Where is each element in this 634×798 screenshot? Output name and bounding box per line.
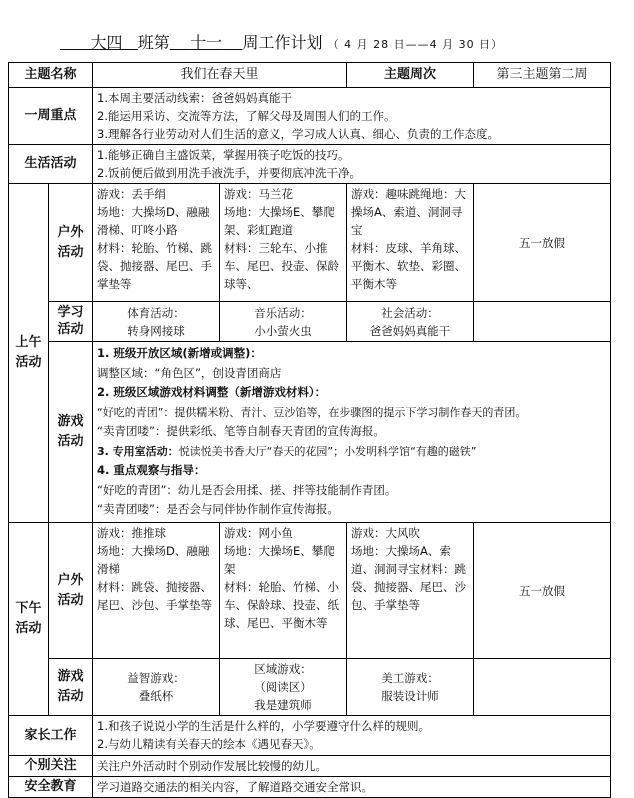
afternoon-outdoor-col2 xyxy=(220,523,347,659)
weekly-focus-label: 一周重点 xyxy=(9,88,93,145)
theme-value: 我们在春天里 xyxy=(93,63,347,88)
afternoon-game-label: 游戏活动 xyxy=(49,659,93,716)
game-line-rest: 悦读悦美书香大厅“春天的花园”；小发明科学馆“有趣的磁铁” xyxy=(178,444,477,458)
activity-line: 材料：三轮车、小推车、尾巴、投壶、保龄球等、 xyxy=(224,241,340,291)
study-kind: 音乐活动： xyxy=(254,305,312,320)
morning-outdoor-col3 xyxy=(347,184,474,302)
weekly-focus-item: 3.理解各行业劳动对人们生活的意义，学习成人认真、细心、负责的工作态度。 xyxy=(97,127,499,141)
game-name: 服装设计师 xyxy=(381,689,439,703)
morning-holiday: 五一放假 xyxy=(474,184,611,302)
activity-line: 材料：轮胎、竹梯、小车、保龄球、投壶、纸球、尾巴、平衡木等 xyxy=(224,580,340,630)
study-item-music xyxy=(220,302,347,342)
week-number: 十一 xyxy=(190,33,223,52)
game-line: 4. 重点观察与指导： xyxy=(97,463,206,477)
afternoon-game-area xyxy=(220,659,347,716)
activity-line: 材料：轮胎、竹梯、跳袋、抛接器、尾巴、手掌垫等 xyxy=(97,241,213,291)
weekly-focus-item: 2.能运用采访、交流等方法，了解父母及周围人们的工作。 xyxy=(97,109,396,123)
game-line: 1. 班级开放区域(新增或调整)： xyxy=(97,346,262,360)
game-kind: 区域游戏： xyxy=(254,662,312,676)
game-line: “好吃的青团”：幼儿是否会用揉、搓、拌等技能制作青团。 xyxy=(97,482,397,497)
morning-label: 上午活动 xyxy=(9,184,49,523)
class-word: 班第 xyxy=(137,33,170,52)
study-empty xyxy=(474,302,611,342)
parents-item: 2.与幼儿精读有关春天的绘本《遇见春天》。 xyxy=(97,737,321,751)
morning-game-content xyxy=(93,342,611,523)
afternoon-outdoor-col3 xyxy=(347,523,474,659)
week-word: 周工作计划 xyxy=(242,33,323,52)
afternoon-outdoor-label: 户外活动 xyxy=(49,523,93,659)
week-value: 第三主题第二周 xyxy=(474,63,611,88)
activity-line: 场地：大操场D、融融滑梯 xyxy=(97,544,210,576)
individual-label: 个别关注 xyxy=(9,756,93,777)
study-name: 转身网接球 xyxy=(127,323,185,338)
morning-outdoor-label: 户外活动 xyxy=(49,184,93,302)
study-kind: 体育活动： xyxy=(127,305,185,320)
game-sub: （阅读区） xyxy=(254,680,312,694)
activity-line: 场地：大操场A、索道、洞洞寻宝材料：跳袋、抛接器、尾巴、沙包、手掌垫等 xyxy=(351,544,467,612)
activity-line: 游戏：网小鱼 xyxy=(224,526,294,540)
activity-line: 游戏：趣味跳绳地：大操场A、索道、洞洞寻宝 xyxy=(351,187,467,237)
activity-line: 游戏：推推球 xyxy=(97,526,167,540)
life-item: 2.饭前便后做到用洗手液洗手，并要彻底冲洗干净。 xyxy=(97,166,361,180)
morning-study-label: 学习活动 xyxy=(49,302,93,342)
class-name: 大四 xyxy=(90,33,123,52)
activity-line: 游戏：大风吹 xyxy=(351,526,421,540)
afternoon-game-puzzle xyxy=(93,659,220,716)
game-line-head: 3. 专用室活动： xyxy=(97,444,179,458)
study-name: 小小萤火虫 xyxy=(254,323,312,338)
parents-item: 1.和孩子说说小学的生活是什么样的，小学要遵守什么样的规则。 xyxy=(97,719,430,733)
study-name: 爸爸妈妈真能干 xyxy=(369,323,451,338)
activity-line: 场地：大操场E、攀爬架、彩虹跑道 xyxy=(224,205,335,237)
weekly-focus-content xyxy=(93,88,611,145)
activity-line: 材料：跳袋、抛接器、尾巴、沙包、手掌垫等 xyxy=(97,580,213,612)
afternoon-game-art xyxy=(347,659,474,716)
safety-label: 安全教育 xyxy=(9,777,93,798)
life-content xyxy=(93,145,611,184)
game-kind: 益智游戏： xyxy=(127,671,185,685)
game-name: 叠纸杯 xyxy=(138,689,174,703)
study-item-social xyxy=(347,302,474,342)
theme-label: 主题名称 xyxy=(9,63,93,88)
activity-line: 游戏：丢手绢 xyxy=(97,187,167,201)
week-label: 主题周次 xyxy=(347,63,474,88)
weekly-focus-item: 1.本周主要活动线索：爸爸妈妈真能干 xyxy=(97,91,292,105)
game-name: 我是建筑师 xyxy=(254,698,312,712)
game-kind: 美工游戏： xyxy=(381,671,439,685)
safety-content: 学习道路交通法的相关内容，了解道路交通安全常识。 xyxy=(93,777,611,798)
game-line: “好吃的青团”：提供糯米粉、青汁、豆沙馅等，在步骤图的提示下学习制作春天的青团。 xyxy=(97,405,527,419)
activity-line: 场地：大操场E、攀爬架 xyxy=(224,544,335,576)
afternoon-label: 下午活动 xyxy=(9,523,49,716)
game-line: 2. 班级区域游戏材料调整（新增游戏材料）： xyxy=(97,385,327,399)
study-item-pe xyxy=(93,302,220,342)
individual-content: 关注户外活动时个别动作发展比较慢的幼儿。 xyxy=(93,756,611,777)
afternoon-outdoor-col1 xyxy=(93,523,220,659)
life-label: 生活活动 xyxy=(9,145,93,184)
date-range: （ 4 月 28 日——4 月 30 日） xyxy=(327,38,504,51)
morning-outdoor-col1 xyxy=(93,184,220,302)
morning-outdoor-col2 xyxy=(220,184,347,302)
weekly-plan-table xyxy=(8,62,611,798)
afternoon-game-empty xyxy=(474,659,611,716)
study-kind: 社会活动： xyxy=(381,305,439,320)
afternoon-holiday: 五一放假 xyxy=(474,523,611,659)
activity-line: 材料：皮球、羊角球、平衡木、软垫、彩圈、平衡木等 xyxy=(351,241,467,291)
game-line: “卖青团喽”：提供彩纸、笔等自制春天青团的宣传海报。 xyxy=(97,424,385,438)
activity-line: 游戏：马兰花 xyxy=(224,187,294,201)
game-line: 调整区域：“角色区”，创设青团商店 xyxy=(97,365,282,380)
life-item: 1.能够正确自主盛饭菜，掌握用筷子吃饭的技巧。 xyxy=(97,148,350,162)
game-line: “卖青团喽”：是否会与同伴协作制作宣传海报。 xyxy=(97,502,339,516)
activity-line: 场地：大操场D、融融滑梯、叮咚小路 xyxy=(97,205,210,237)
parents-label: 家长工作 xyxy=(9,716,93,756)
parents-content xyxy=(93,716,611,756)
morning-game-label: 游戏活动 xyxy=(49,342,93,523)
